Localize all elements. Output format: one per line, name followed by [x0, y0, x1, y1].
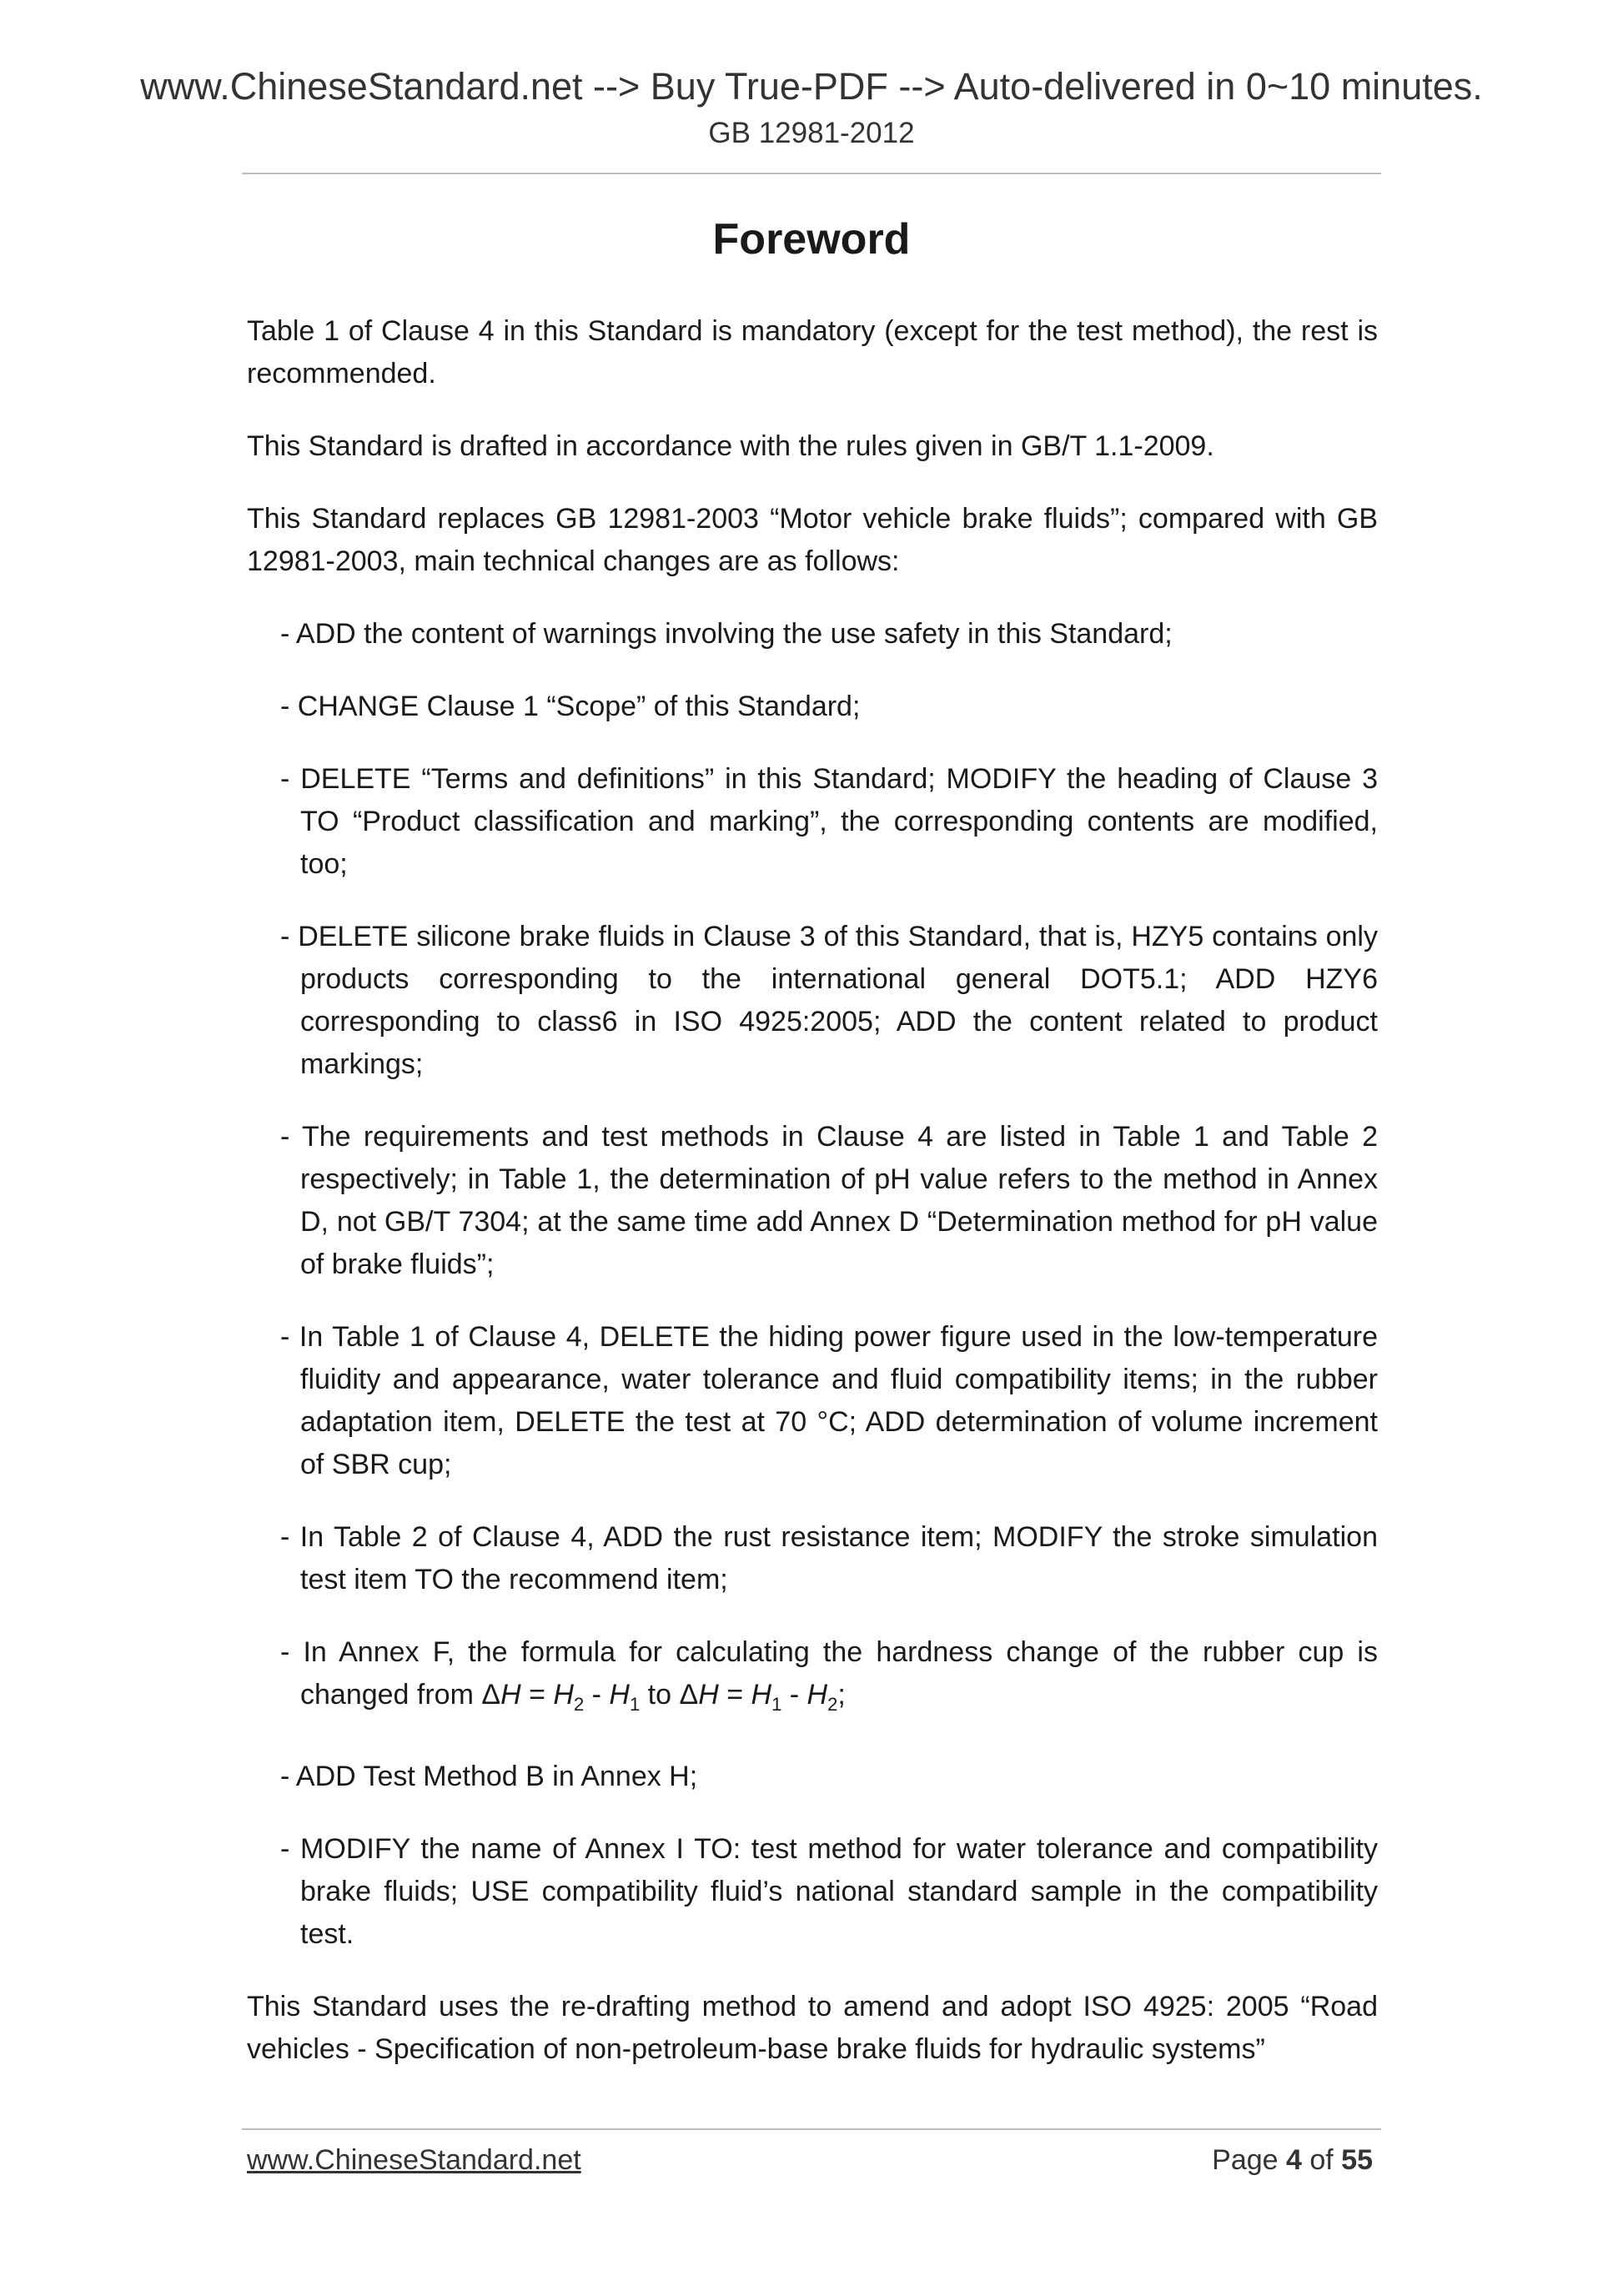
list-item: - In Table 1 of Clause 4, DELETE the hiding power figure used in the low-temperature fluidity and appearance, water tolerance and fluid compatibility items; in the rubber adaptation item, DELETE the test at 70 °C; ADD determination of volume increment of SBR cup; — [280, 1321, 1378, 1480]
formula-var: H — [609, 1679, 630, 1711]
formula-sub: 1 — [771, 1693, 782, 1715]
formula-op: - — [584, 1679, 610, 1711]
formula-sub: 2 — [573, 1693, 585, 1715]
paragraph-iso-adoption: This Standard uses the re-drafting method to amend and adopt ISO 4925: 2005 “Road vehicles - Specification of non-petroleum-base brake fluids for hydraulic systems” — [247, 1990, 1378, 2065]
formula-op: = — [520, 1679, 554, 1711]
paragraph-drafting: This Standard is drafted in accordance with the rules given in GB/T 1.1-2009. — [247, 430, 1214, 462]
list-item: - In Table 2 of Clause 4, ADD the rust resistance item; MODIFY the stroke simulation test item TO the recommend item; — [280, 1521, 1378, 1595]
formula-var: H — [751, 1679, 772, 1711]
formula-sub: 1 — [629, 1693, 641, 1715]
list-item: - ADD the content of warnings involving the use safety in this Standard; — [280, 618, 1173, 650]
list-item: - The requirements and test methods in Clause 4 are listed in Table 1 and Table 2 respectively; in Table 1, the determination of pH value refers to the method in Annex D, not GB/T 7304; at the same time add Annex D “Determination method for pH value of brake fluids”; — [280, 1121, 1378, 1280]
page-label: Page — [1212, 2144, 1286, 2176]
page-total: 55 — [1341, 2144, 1373, 2176]
formula-var: H — [698, 1679, 719, 1711]
page-title: Foreword — [712, 215, 911, 264]
paragraph-replaces: This Standard replaces GB 12981-2003 “Motor vehicle brake fluids”; compared with GB 12981-2003, main technical changes are as follows: — [247, 503, 1378, 577]
list-item-annex-f — [280, 1631, 1378, 1726]
formula-var: H — [500, 1679, 521, 1711]
list-item: - DELETE “Terms and definitions” in this Standard; MODIFY the heading of Clause 3 TO “Product classification and marking”, the corresponding contents are modified, too; — [280, 763, 1378, 880]
footer-site-link[interactable]: www.ChineseStandard.net — [247, 2144, 581, 2176]
formula-sub: 2 — [827, 1693, 838, 1715]
page-number — [1212, 2142, 1373, 2178]
formula-op: = — [718, 1679, 751, 1711]
formula-var: H — [806, 1679, 828, 1711]
header-divider — [242, 173, 1381, 174]
page-current: 4 — [1286, 2144, 1302, 2176]
formula-op: to Δ — [640, 1679, 699, 1711]
list-item: - MODIFY the name of Annex I TO: test method for water tolerance and compatibility brake fluids; USE compatibility fluid’s national standard sample in the compatibility test. — [280, 1832, 1378, 1950]
formula-var: H — [553, 1679, 574, 1711]
footer-divider — [242, 2128, 1381, 2130]
formula-op: - — [781, 1679, 807, 1711]
paragraph-mandatory: Table 1 of Clause 4 in this Standard is mandatory (except for the test method), the rest is recommended. — [247, 315, 1378, 389]
annex-f-text: - In Annex F, the formula for calculating the hardness change of the rubber cup is changed from Δ — [280, 1636, 1378, 1711]
list-item: - DELETE silicone brake fluids in Clause 3 of this Standard, that is, HZY5 contains only products corresponding to the international general DOT5.1; ADD HZY6 corresponding to class6 in ISO 4925:2005; ADD the content related to product markings; — [280, 921, 1378, 1080]
document-body — [247, 310, 1378, 2101]
header-banner: www.ChineseStandard.net --> Buy True-PDF --> Auto-delivered in 0~10 minutes. — [140, 65, 1483, 108]
list-item: - ADD Test Method B in Annex H; — [280, 1760, 698, 1792]
page-of-label: of — [1301, 2144, 1342, 2176]
formula-end: ; — [837, 1679, 846, 1711]
changes-list — [247, 613, 1378, 1956]
list-item: - CHANGE Clause 1 “Scope” of this Standard; — [280, 691, 861, 722]
document-code: GB 12981-2012 — [708, 117, 915, 149]
